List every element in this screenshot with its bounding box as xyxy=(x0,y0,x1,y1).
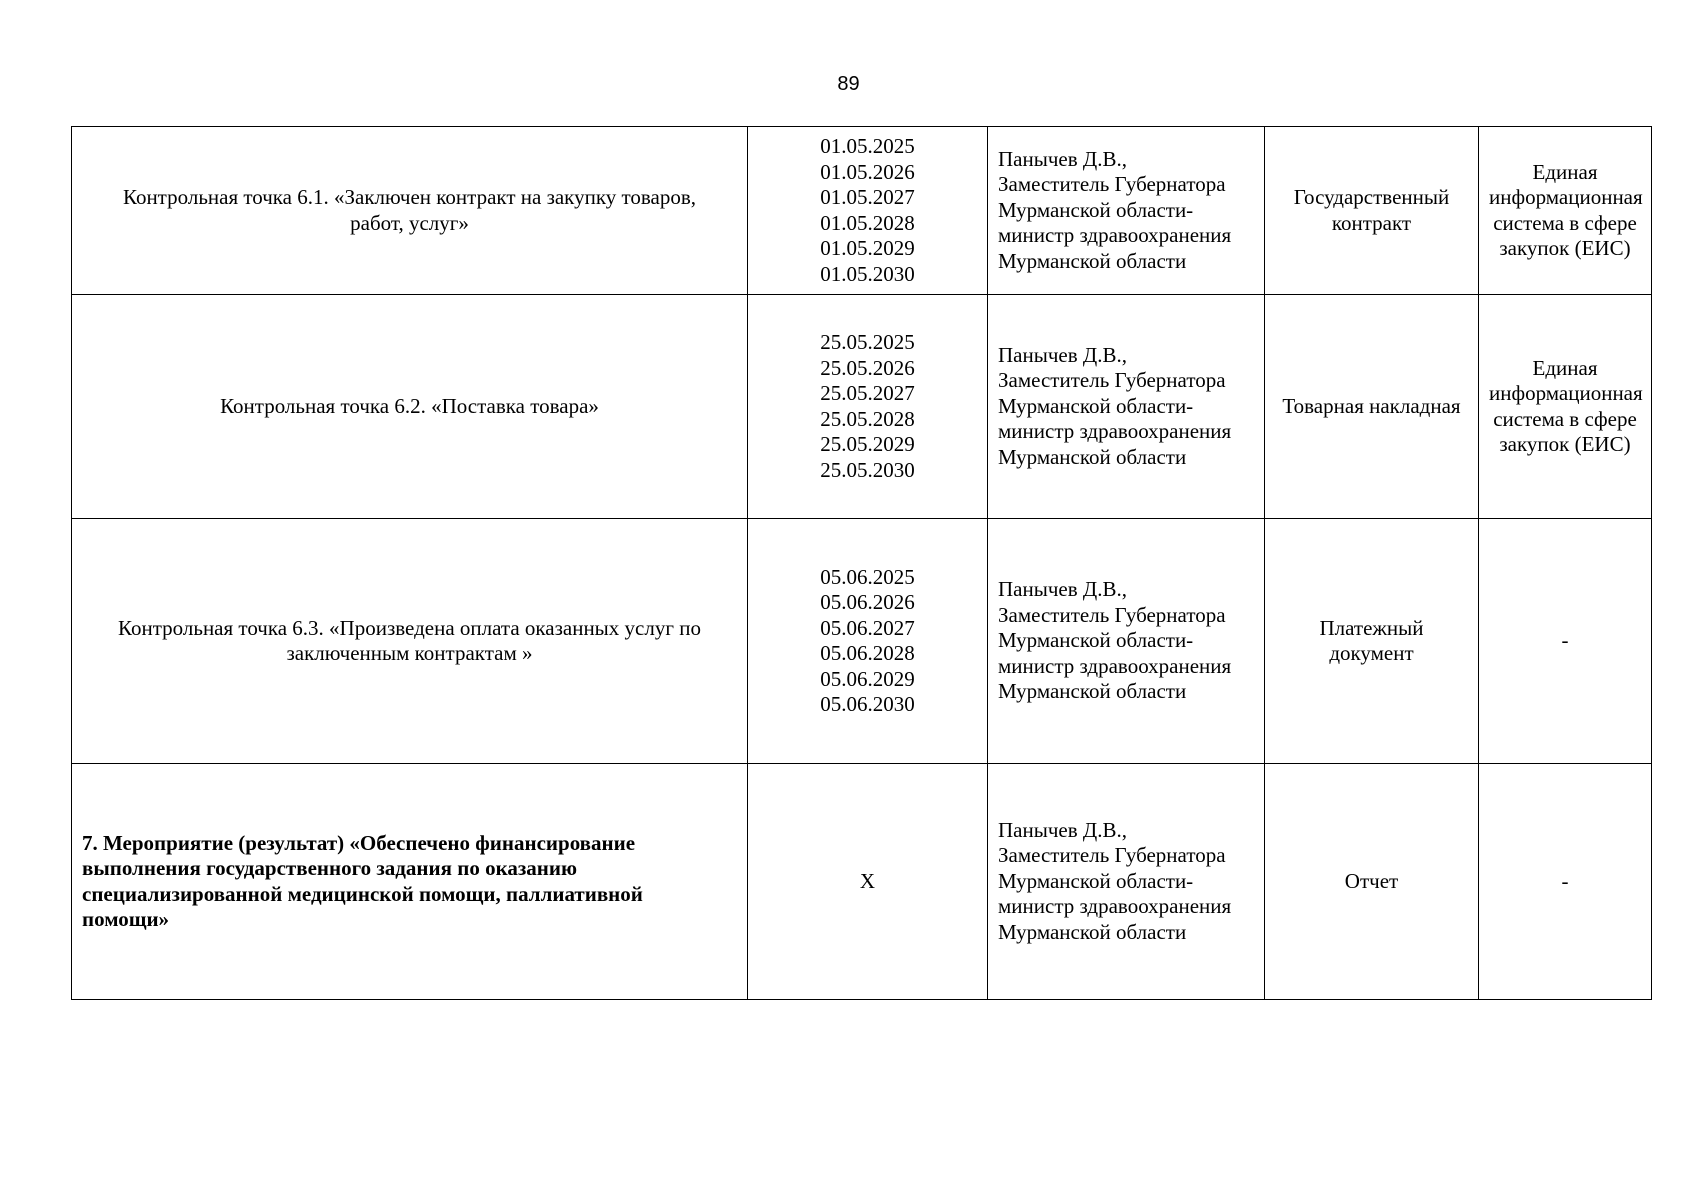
dates-cell xyxy=(748,764,988,1000)
date-value: 05.06.2028 xyxy=(820,641,915,665)
activity-name: 7. Мероприятие (результат) «Обеспечено финансирование выполнения государственного задания по оказанию специализированной медицинской помощи, паллиативной помощи» xyxy=(82,830,643,931)
responsible-line: Мурманской области xyxy=(998,444,1187,469)
date-value: 25.05.2028 xyxy=(820,406,915,431)
responsible-line: Панычев Д.В., xyxy=(998,817,1127,842)
date-value: 01.05.2030 xyxy=(820,261,915,286)
responsible-line: Заместитель Губернатора xyxy=(998,368,1226,393)
dates-cell xyxy=(748,295,988,519)
control-points-table xyxy=(71,126,1652,1000)
date-value: 01.05.2029 xyxy=(820,236,915,260)
responsible-line: Мурманской области- xyxy=(998,393,1194,418)
control-point-name: Контрольная точка 6.3. «Произведена оплата оказанных услуг по заключенным контрактам » xyxy=(118,615,701,665)
date-value: 05.06.2029 xyxy=(820,666,915,691)
date-value: 05.06.2025 xyxy=(820,564,915,589)
document-cell xyxy=(1265,127,1479,295)
control-point-name-cell xyxy=(72,127,748,295)
document-type: Товарная накладная xyxy=(1282,393,1461,418)
dates-cell xyxy=(748,127,988,295)
responsible-line: Мурманской области- xyxy=(998,197,1194,222)
responsible-line: Мурманской области- xyxy=(998,868,1194,893)
date-value: 05.06.2030 xyxy=(820,692,915,716)
control-point-name: Контрольная точка 6.2. «Поставка товара» xyxy=(220,393,599,418)
date-value: 05.06.2026 xyxy=(820,590,915,614)
document-cell xyxy=(1265,764,1479,1000)
responsible-line: Панычев Д.В., xyxy=(998,342,1127,367)
responsible-line: Мурманской области xyxy=(998,679,1187,704)
responsible-cell xyxy=(988,295,1265,519)
system-cell xyxy=(1479,127,1652,295)
date-value: 01.05.2028 xyxy=(820,210,915,235)
document-type: Платежный документ xyxy=(1319,615,1424,665)
system-cell xyxy=(1479,519,1652,764)
responsible-line: министр здравоохранения xyxy=(998,653,1232,678)
information-system: Единая информационная система в сфере закупок (ЕИС) xyxy=(1489,355,1643,456)
responsible-line: Заместитель Губернатора xyxy=(998,172,1226,197)
date-value: 25.05.2027 xyxy=(820,381,915,405)
responsible-cell xyxy=(988,127,1265,295)
responsible-line: Заместитель Губернатора xyxy=(998,843,1226,868)
system-cell xyxy=(1479,764,1652,1000)
responsible-line: Панычев Д.В., xyxy=(998,577,1127,602)
date-value: 25.05.2030 xyxy=(820,457,915,482)
dates-cell xyxy=(748,519,988,764)
date-value: 25.05.2025 xyxy=(820,330,915,354)
responsible-line: министр здравоохранения xyxy=(998,419,1232,444)
date-value: 25.05.2026 xyxy=(820,355,915,380)
document-cell xyxy=(1265,519,1479,764)
table-row xyxy=(72,127,1652,295)
page-number: 89 xyxy=(837,73,860,95)
activity-name-cell xyxy=(72,764,748,1000)
information-system: - xyxy=(1561,628,1569,653)
table-row xyxy=(72,764,1652,1000)
date-value: X xyxy=(859,868,876,893)
document-cell xyxy=(1265,295,1479,519)
date-value: 25.05.2029 xyxy=(820,432,915,456)
responsible-cell xyxy=(988,519,1265,764)
responsible-line: министр здравоохранения xyxy=(998,894,1232,919)
responsible-cell xyxy=(988,764,1265,1000)
date-value: 01.05.2026 xyxy=(820,159,915,184)
document-type: Отчет xyxy=(1344,868,1399,893)
control-point-name-cell xyxy=(72,519,748,764)
table-row xyxy=(72,519,1652,764)
information-system: - xyxy=(1561,868,1569,893)
responsible-line: министр здравоохранения xyxy=(998,223,1232,248)
responsible-line: Мурманской области- xyxy=(998,628,1194,653)
responsible-line: Мурманской области xyxy=(998,919,1187,944)
system-cell xyxy=(1479,295,1652,519)
responsible-line: Заместитель Губернатора xyxy=(998,602,1226,627)
control-point-name: Контрольная точка 6.1. «Заключен контракт на закупку товаров, работ, услуг» xyxy=(122,185,697,235)
table-row xyxy=(72,295,1652,519)
control-point-name-cell xyxy=(72,295,748,519)
responsible-line: Панычев Д.В., xyxy=(998,146,1127,171)
information-system: Единая информационная система в сфере закупок (ЕИС) xyxy=(1489,159,1643,260)
date-value: 01.05.2025 xyxy=(820,134,915,158)
date-value: 05.06.2027 xyxy=(820,615,915,640)
date-value: 01.05.2027 xyxy=(820,185,915,209)
document-type: Государственный контракт xyxy=(1293,185,1450,235)
responsible-line: Мурманской области xyxy=(998,248,1187,273)
